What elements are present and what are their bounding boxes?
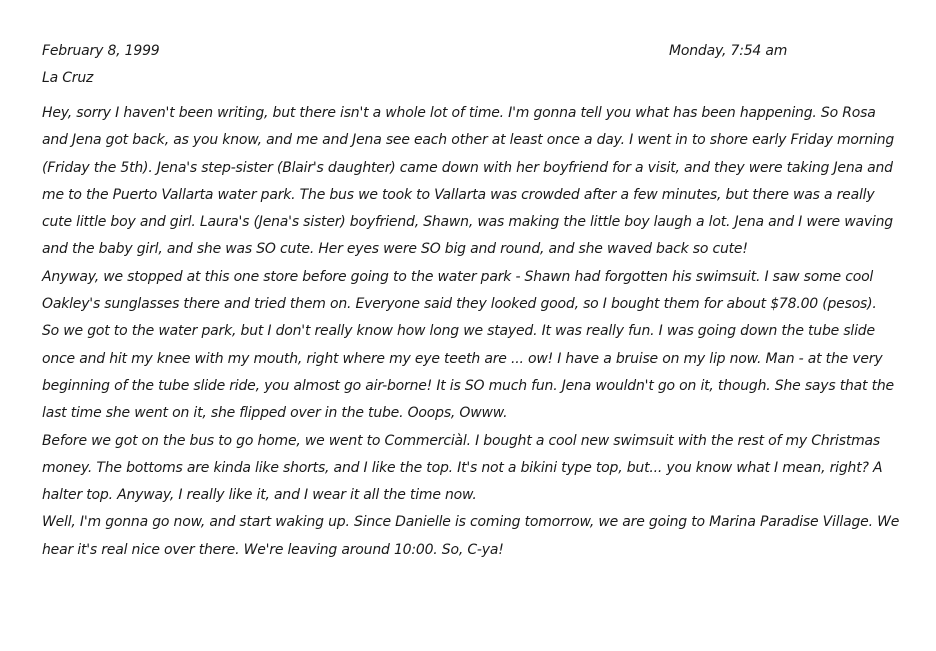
entry-location: La Cruz (42, 70, 94, 86)
entry-paragraph: Before we got on the bus to go home, we went to Commerciàl. I bought a cool new swimsuit with the rest of my Christmas money. The bottoms are kinda like shorts, and I like the top. It's not a bikini type top, but... you know what I mean, right? A halter top. Anyway, I really like it, and I wear it all the time now. (42, 432, 883, 504)
journal-entry (42, 38, 902, 564)
entry-paragraph: So we got to the water park, but I don't really know how long we stayed. It was really fun. I was going down the tube slide once and hit my knee with my mouth, right where my eye teeth are ... ow! I have a bruise on my lip now. Man - at the very beginning of the tube slide ride, you almost go air-borne! It is SO much fun. Jena wouldn't go on it, though. She says that the last time she went on it, she flipped over in the tube. Ooops, Owww. (42, 323, 894, 422)
entry-body (42, 100, 902, 564)
entry-time: Monday, 7:54 am (669, 43, 788, 59)
entry-paragraph: Well, I'm gonna go now, and start waking up. Since Danielle is coming tomorrow, we are going to Marina Paradise Village. We hear it's real nice over there. We're leaving around 10:00. So, C-ya! (42, 514, 900, 558)
entry-paragraph: Anyway, we stopped at this one store before going to the water park - Shawn had forgotten his swimsuit. I saw some cool Oakley's sunglasses there and tried them on. Everyone said they looked good, so I bought them for about $78.00 (pesos). (42, 268, 877, 313)
entry-paragraph: Hey, sorry I haven't been writing, but there isn't a whole lot of time. I'm gonna tell you what has been happening. So Rosa and Jena got back, as you know, and me and Jena see each other at least once a day. I went in to shore early Friday morning (Friday the 5th). Jena's step-sister (Blair's daughter) came down with her boyfriend for a visit, and they were taking Jena and me to the Puerto Vallarta water park. The bus we took to Vallarta was crowded after a few minutes, but there was a really cute little boy and girl. Laura's (Jena's sister) boyfriend, Shawn, was making the little boy laugh a lot. Jena and I were waving and the baby girl, and she was SO cute. Her eyes were SO big and round, and she waved back so cute! (42, 105, 895, 258)
entry-date: February 8, 1999 (42, 43, 160, 59)
entry-header (42, 38, 902, 65)
